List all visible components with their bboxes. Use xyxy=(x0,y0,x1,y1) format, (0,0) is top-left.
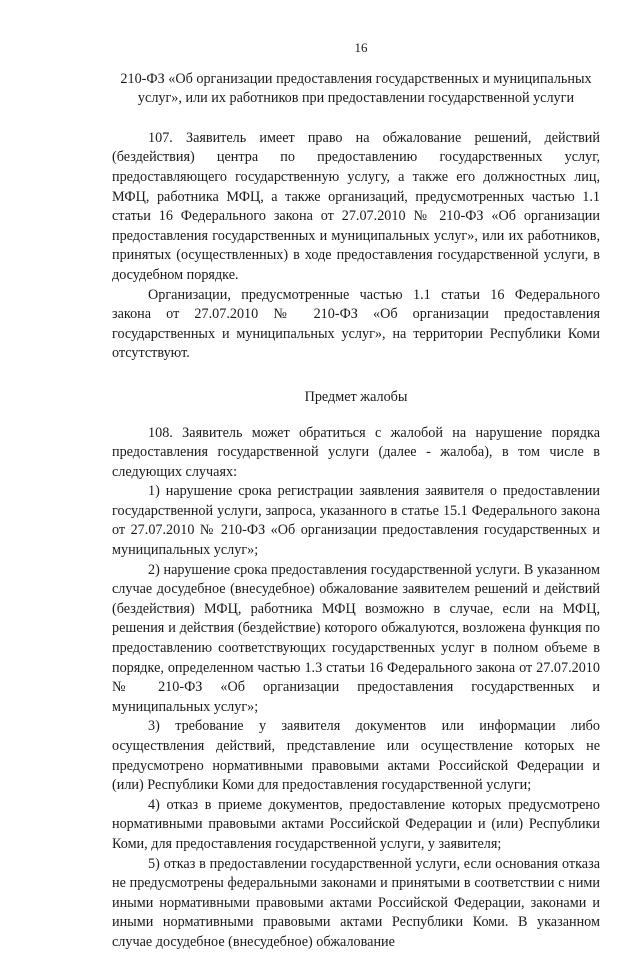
section-title: Предмет жалобы xyxy=(304,388,408,405)
paragraph-108: 108. Заявитель может обратиться с жалобой на нарушение порядка предоставления государственной услуги (далее - жалоба), в том числе в следующих случаях: xyxy=(112,424,600,480)
list-item-3: 3) требование у заявителя документов или информации либо осуществления действий, представление или осуществление которых не предусмотрено нормативными правовыми актами Российской Федерации и (или) Республики Коми для предоставления государственной услуги; xyxy=(112,718,600,794)
header-text: 210-ФЗ «Об организации предоставления государственных и муниципальных услуг», или их работников при предоставлении государственной услуги xyxy=(120,70,592,107)
paragraphs-top xyxy=(112,129,600,364)
list-item-5: 5) отказ в предоставлении государственной услуги, если основания отказа не предусмотрены федеральными законами и принятыми в соответствии с ними иными нормативными правовыми актами Российской Федерации, законами и иными нормативными правовыми актами Республики Коми. В указанном случае досудебное (внесудебное) обжалование xyxy=(112,855,600,950)
list-item-2: 2) нарушение срока предоставления государственной услуги. В указанном случае досудебное (внесудебное) обжалование заявителем решений и действий (бездействия) МФЦ, работника МФЦ возможно в случае, если на МФЦ, решения и действия (бездействие) которого обжалуются, возложена функция по предоставлению соответствующих государственных услуг в полном объеме в порядке, определенном частью 1.3 статьи 16 Федерального закона от 27.07.2010 № 210-ФЗ «Об организации предоставления государственных и муниципальных услуг»; xyxy=(112,561,600,715)
page-number: 16 xyxy=(354,40,368,55)
paragraph-107: 107. Заявитель имеет право на обжалование решений, действий (бездействия) центра по предоставлению государственных услуг, предоставляющего государственную услугу, а также его должностных лиц, МФЦ, работника МФЦ, а также организаций, предусмотренных частью 1.1 статьи 16 Федерального закона от 27.07.2010 № 210-ФЗ «Об организации предоставления государственных и муниципальных услуг», или их работников, принятых (осуществленных) в ходе предоставления государственной услуги, в досудебном порядке. xyxy=(112,129,600,283)
list-item-1: 1) нарушение срока регистрации заявления заявителя о предоставлении государственной услуги, запроса, указанного в статье 15.1 Федерального закона от 27.07.2010 № 210-ФЗ «Об организации предоставления государственных и муниципальных услуг»; xyxy=(112,483,600,559)
paragraph-organizations: Организации, предусмотренные частью 1.1 статьи 16 Федерального закона от 27.07.2010 № 210-ФЗ «Об организации предоставления государственных и муниципальных услуг», на территории Республики Коми отсутствуют. xyxy=(112,286,600,362)
paragraphs-main xyxy=(112,424,600,953)
list-item-4: 4) отказ в приеме документов, предоставление которых предусмотрено нормативными правовыми актами Российской Федерации и (или) Республики Коми, для предоставления государственной услуги, у заявителя; xyxy=(112,796,600,852)
